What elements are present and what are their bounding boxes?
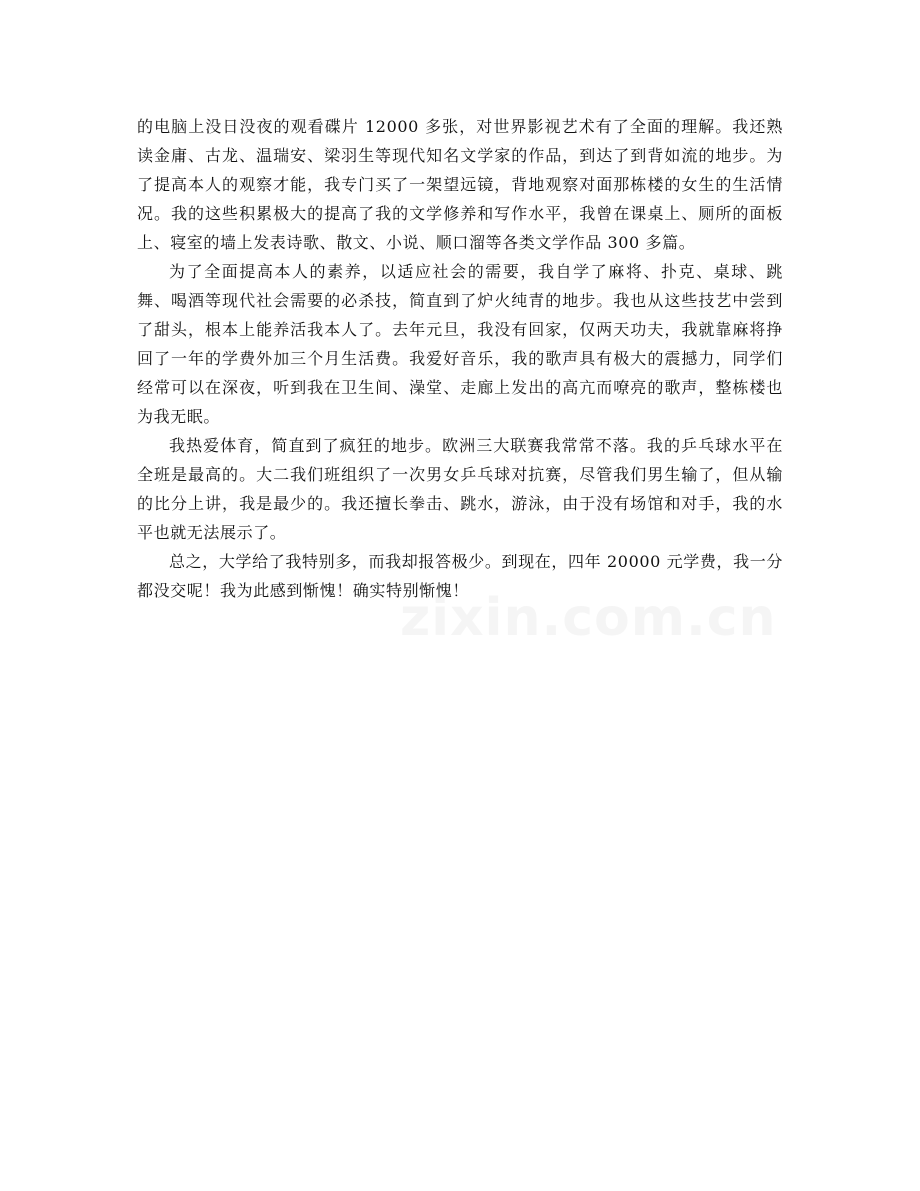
paragraph-conclusion: 总之，大学给了我特别多，而我却报答极少。到现在，四年 20000 元学费，我一分都没交呢！我为此感到惭愧！确实特别惭愧！	[137, 552, 783, 600]
document-body	[137, 112, 783, 605]
watermark: zixin.com.cn	[400, 588, 777, 648]
paragraph-self-improvement: 为了全面提高本人的素养，以适应社会的需要，我自学了麻将、扑克、桌球、跳舞、喝酒等现代社会需要的必杀技，简直到了炉火纯青的地步。我也从这些技艺中尝到了甜头，根本上能养活我本人了。去年元旦，我没有回家，仅两天功夫，我就靠麻将挣回了一年的学费外加三个月生活费。我爱好音乐，我的歌声具有极大的震撼力，同学们经常可以在深夜，听到我在卫生间、澡堂、走廊上发出的高亢而嘹亮的歌声，整栋楼也为我无眠。	[137, 262, 783, 426]
paragraph-continued: 的电脑上没日没夜的观看碟片 12000 多张，对世界影视艺术有了全面的理解。我还熟读金庸、古龙、温瑞安、梁羽生等现代知名文学家的作品，到达了到背如流的地步。为了提高本人的观察才能，我专门买了一架望远镜，背地观察对面那栋楼的女生的生活情况。我的这些积累极大的提高了我的文学修养和写作水平，我曾在课桌上、厕所的面板上、寝室的墙上发表诗歌、散文、小说、顺口溜等各类文学作品 300 多篇。	[137, 117, 783, 252]
paragraph-sports: 我热爱体育，简直到了疯狂的地步。欧洲三大联赛我常常不落。我的乒乓球水平在全班是最高的。大二我们班组织了一次男女乒乓球对抗赛，尽管我们男生输了，但从输的比分上讲，我是最少的。我还擅长拳击、跳水，游泳，由于没有场馆和对手，我的水平也就无法展示了。	[137, 436, 783, 542]
